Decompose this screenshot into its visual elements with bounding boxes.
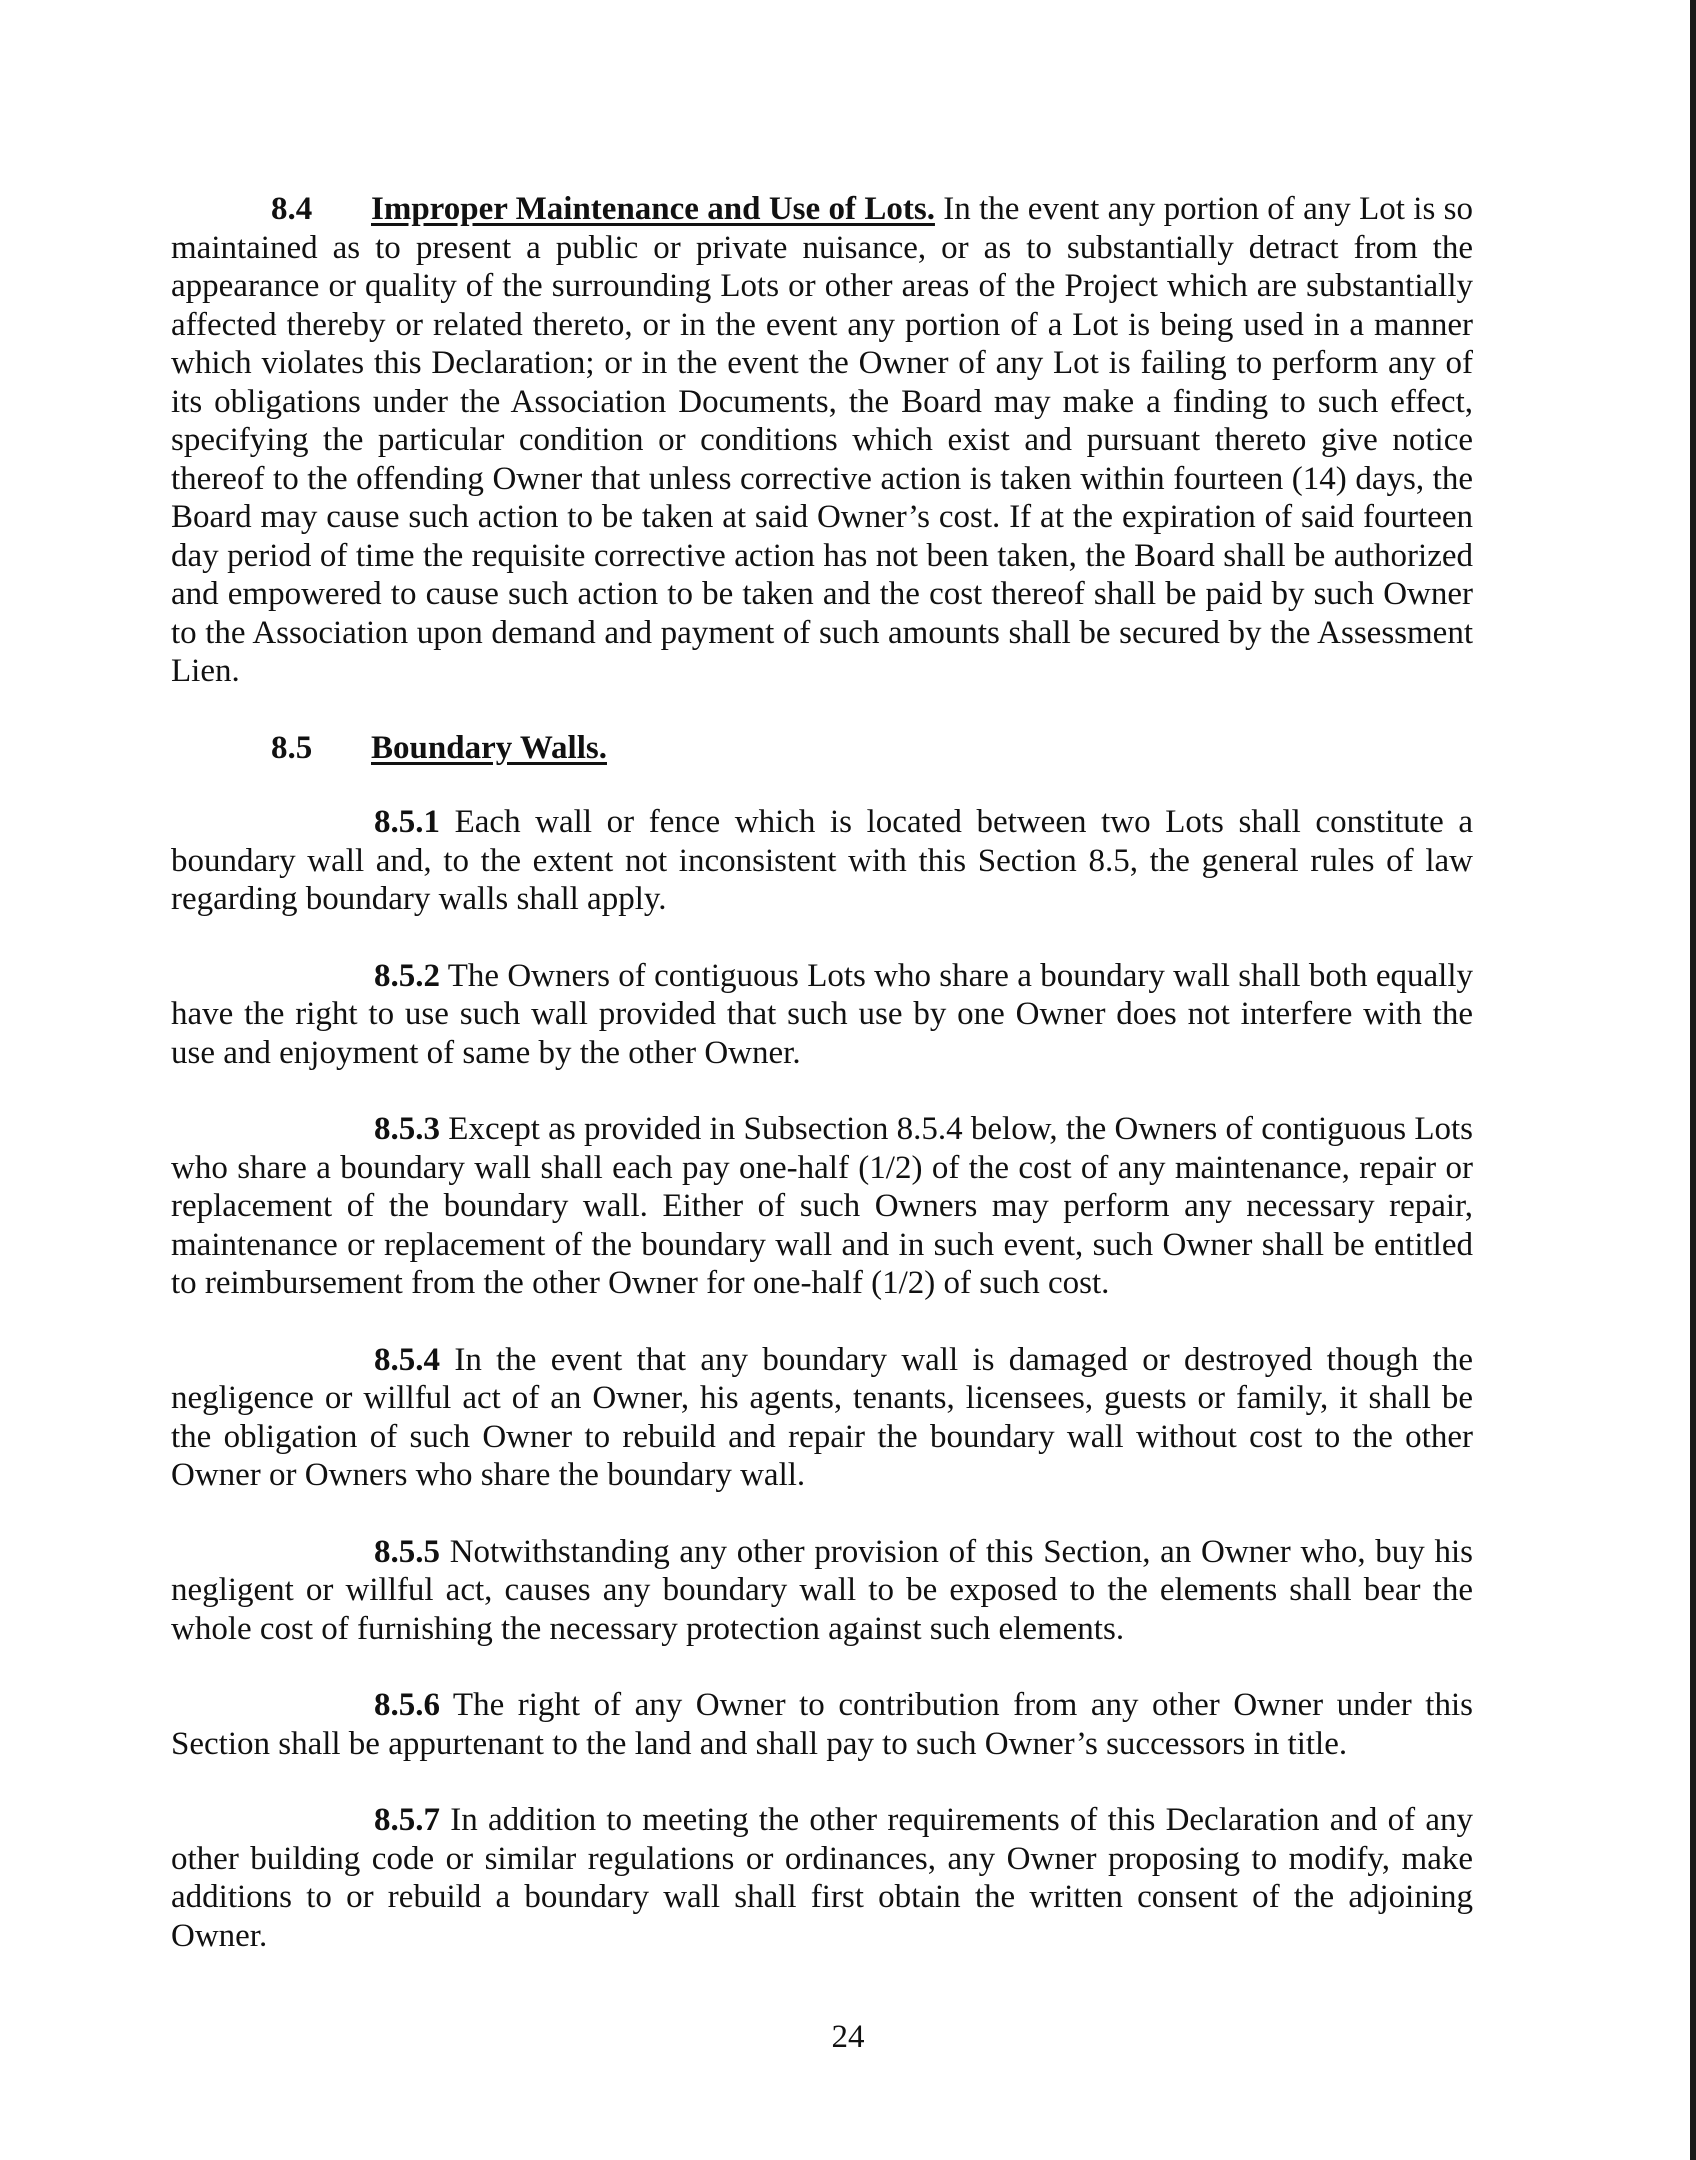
- subsection-text: The right of any Owner to contribution from any other Owner under this Section shall be appurtenant to the land and shall pay to such Owner’s successors in title.: [171, 1687, 1473, 1762]
- subsection-8-5-4: [171, 1341, 1473, 1495]
- subsection-text: Except as provided in Subsection 8.5.4 below, the Owners of contiguous Lots who share a boundary wall shall each pay one-half (1/2) of the cost of any maintenance, repair or replacement of the boundary wall. Either of such Owners may perform any necessary repair, maintenance or replacement of the boundary wall and in such event, such Owner shall be entitled to reimbursement from the other Owner for one-half (1/2) of such cost.: [171, 1111, 1473, 1301]
- scan-page-edge: [1690, 0, 1696, 2160]
- subsection-8-5-5: [171, 1533, 1473, 1649]
- section-number: 8.5: [271, 729, 313, 766]
- subsection-number: 8.5.5: [374, 1533, 440, 1570]
- section-number: 8.4: [271, 191, 313, 227]
- subsection-text: Notwithstanding any other provision of this Section, an Owner who, buy his negligent or willful act, causes any boundary wall to be exposed to the elements shall bear the whole cost of furnishing the necessary protection against such elements.: [171, 1533, 1473, 1647]
- subsection-text: In the event that any boundary wall is damaged or destroyed though the negligence or willful act of an Owner, his agents, tenants, licensees, guests or family, it shall be the obligation of such Owner to rebuild and repair the boundary wall without cost to the other Owner or Owners who share the boundary wall.: [171, 1341, 1473, 1493]
- document-body: [171, 190, 1473, 1955]
- subsection-text: In addition to meeting the other requirements of this Declaration and of any other building code or similar regulations or ordinances, any Owner proposing to modify, make additions to or rebuild a boundary wall shall first obtain the written consent of the adjoining Owner.: [171, 1802, 1473, 1954]
- subsection-number: 8.5.7: [374, 1802, 440, 1838]
- subsection-number: 8.5.2: [374, 957, 440, 994]
- section-title: Boundary Walls.: [371, 729, 607, 766]
- subsection-8-5-1: [171, 803, 1473, 919]
- subsection-8-5-7: [171, 1801, 1473, 1955]
- section-body: In the event any portion of any Lot is so maintained as to present a public or private nuisance, or as to substantially detract from the appearance or quality of the surrounding Lots or other areas of the Project which are substantially affected thereby or related thereto, or in the event any portion of a Lot is being used in a manner which violates this Declaration; or in the event the Owner of any Lot is failing to perform any of its obligations under the Association Documents, the Board may make a finding to such effect, specifying the particular condition or conditions which exist and pursuant thereto give notice thereof to the offending Owner that unless corrective action is taken within fourteen (14) days, the Board may cause such action to be taken at said Owner’s cost. If at the expiration of said fourteen day period of time the requisite corrective action has not been taken, the Board shall be authorized and empowered to cause such action to be taken and the cost thereof shall be paid by such Owner to the Association upon demand and payment of such amounts shall be secured by the Assessment Lien.: [171, 191, 1473, 689]
- subsection-8-5-3: [171, 1110, 1473, 1303]
- subsection-number: 8.5.1: [374, 804, 440, 840]
- subsection-number: 8.5.4: [374, 1341, 440, 1378]
- subsection-text: Each wall or fence which is located between two Lots shall constitute a boundary wall and, to the extent not inconsistent with this Section 8.5, the general rules of law regarding boundary walls shall apply.: [171, 804, 1473, 917]
- subsection-8-5-6: [171, 1686, 1473, 1763]
- subsection-number: 8.5.6: [374, 1687, 440, 1723]
- subsection-8-5-2: [171, 957, 1473, 1073]
- subsection-text: The Owners of contiguous Lots who share a boundary wall shall both equally have the right to use such wall provided that such use by one Owner does not interfere with the use and enjoyment of same by the other Owner.: [171, 957, 1473, 1071]
- section-8-4: [171, 190, 1473, 691]
- subsection-number: 8.5.3: [374, 1111, 440, 1147]
- section-title: Improper Maintenance and Use of Lots.: [371, 191, 935, 227]
- page-number: 24: [831, 2019, 865, 2055]
- section-8-5-heading: [271, 729, 1473, 768]
